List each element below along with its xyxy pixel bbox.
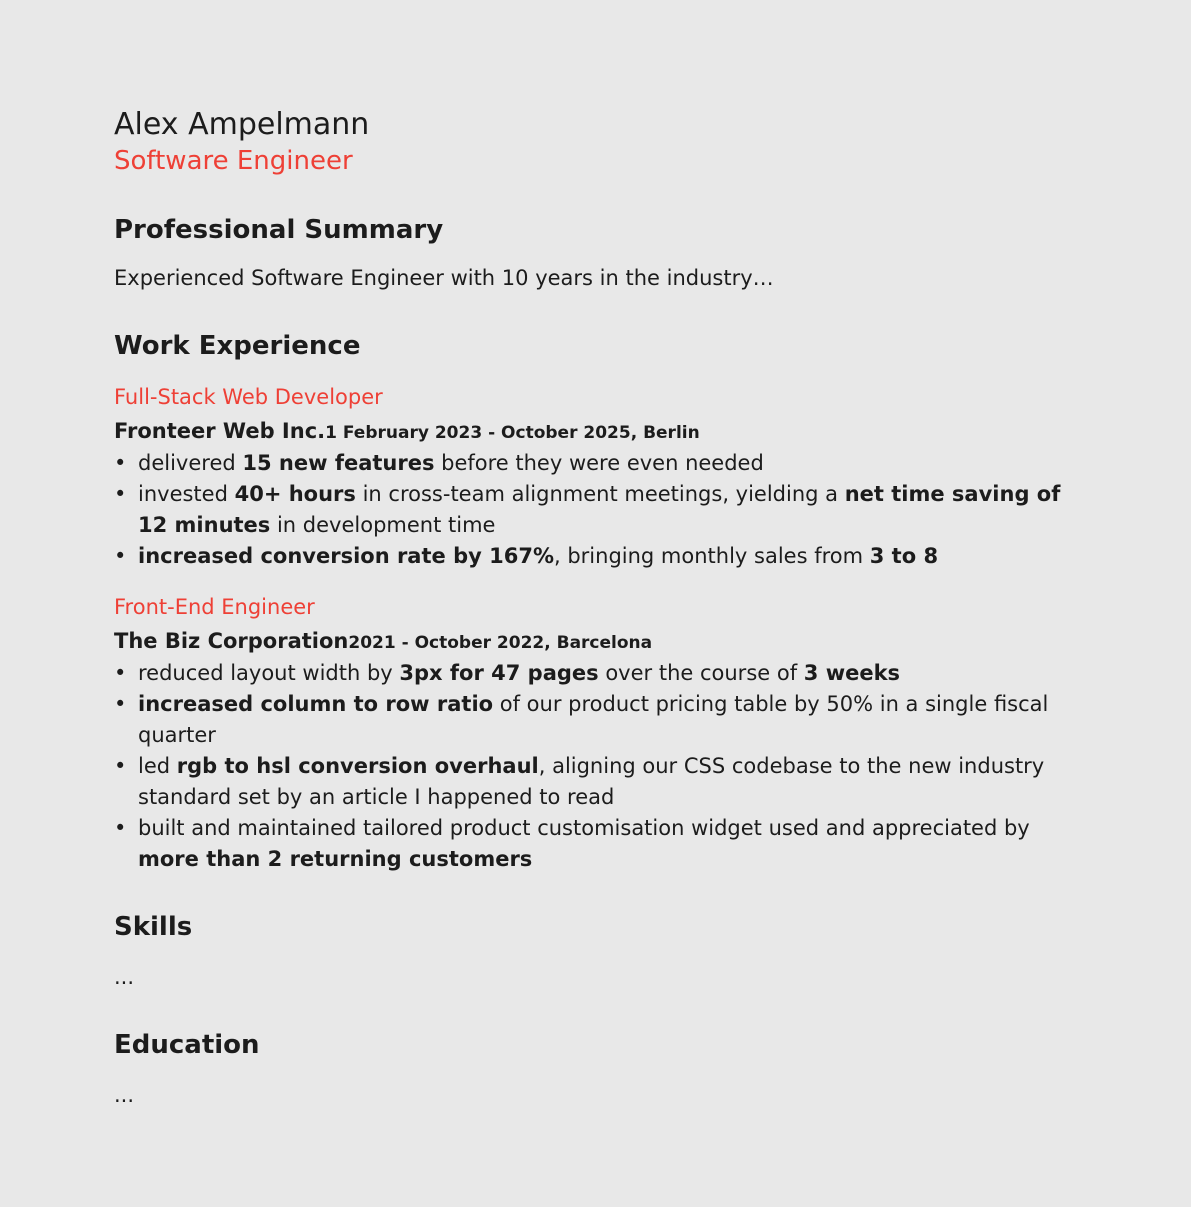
achievement-item bbox=[114, 479, 1080, 541]
job-dates: 2021 - October 2022, Barcelona bbox=[348, 633, 653, 653]
job-entry bbox=[114, 383, 1080, 572]
company-name: The Biz Corporation bbox=[114, 629, 349, 653]
candidate-name: Alex Ampelmann bbox=[114, 107, 370, 142]
bullet-text: delivered bbox=[138, 451, 243, 475]
bullet-text: in cross-team alignment meetings, yielding a bbox=[355, 482, 845, 506]
achievement-list bbox=[114, 658, 1080, 875]
achievement-item bbox=[114, 751, 1080, 813]
bullet-text: led bbox=[138, 754, 177, 778]
highlight-text: 3 to 8 bbox=[869, 544, 939, 568]
company-line bbox=[114, 417, 1080, 447]
bullet-text: built and maintained tailored product customisation widget used and appreciated by bbox=[138, 816, 1030, 840]
education-text: ... bbox=[114, 1083, 135, 1107]
job-title: Full-Stack Web Developer bbox=[114, 385, 383, 409]
company-line bbox=[114, 627, 1080, 657]
bullet-text: reduced layout width by bbox=[138, 661, 400, 685]
skills-text: ... bbox=[114, 965, 135, 989]
bullet-text: , bringing monthly sales from bbox=[553, 544, 870, 568]
summary-text: Experienced Software Engineer with 10 years in the industry… bbox=[114, 266, 774, 290]
achievement-item bbox=[114, 541, 1080, 572]
company-name: Fronteer Web Inc. bbox=[114, 419, 326, 443]
resume bbox=[114, 106, 1080, 1111]
highlight-text: increased conversion rate by 167% bbox=[138, 544, 554, 568]
achievement-item bbox=[114, 813, 1080, 875]
highlight-text: more than 2 returning customers bbox=[138, 847, 533, 871]
skills-heading: Skills bbox=[114, 912, 193, 942]
bullet-text: before they were even needed bbox=[434, 451, 764, 475]
highlight-text: increased column to row ratio bbox=[138, 692, 494, 716]
highlight-text: 3 weeks bbox=[803, 661, 901, 685]
highlight-text: net time saving of 12 minutes bbox=[138, 482, 1061, 537]
job-title: Front-End Engineer bbox=[114, 595, 315, 619]
bullet-text: invested bbox=[138, 482, 235, 506]
achievement-item bbox=[114, 448, 1080, 479]
highlight-text: 15 new features bbox=[242, 451, 435, 475]
highlight-text: 40+ hours bbox=[234, 482, 356, 506]
bullet-text: of our product pricing table by 50% in a single fiscal quarter bbox=[138, 692, 1049, 747]
achievement-item bbox=[114, 658, 1080, 689]
achievement-item bbox=[114, 689, 1080, 751]
bullet-text: in development time bbox=[270, 513, 496, 537]
highlight-text: rgb to hsl conversion overhaul bbox=[176, 754, 539, 778]
bullet-text: , aligning our CSS codebase to the new industry standard set by an article I happened to read bbox=[138, 754, 1045, 809]
job-dates: 1 February 2023 - October 2025, Berlin bbox=[325, 423, 700, 443]
education-heading: Education bbox=[114, 1030, 260, 1060]
highlight-text: 3px for 47 pages bbox=[399, 661, 599, 685]
work-heading: Work Experience bbox=[114, 331, 361, 361]
candidate-role: Software Engineer bbox=[114, 146, 353, 176]
achievement-list bbox=[114, 448, 1080, 572]
summary-heading: Professional Summary bbox=[114, 215, 444, 245]
job-entry bbox=[114, 593, 1080, 875]
bullet-text: over the course of bbox=[598, 661, 804, 685]
